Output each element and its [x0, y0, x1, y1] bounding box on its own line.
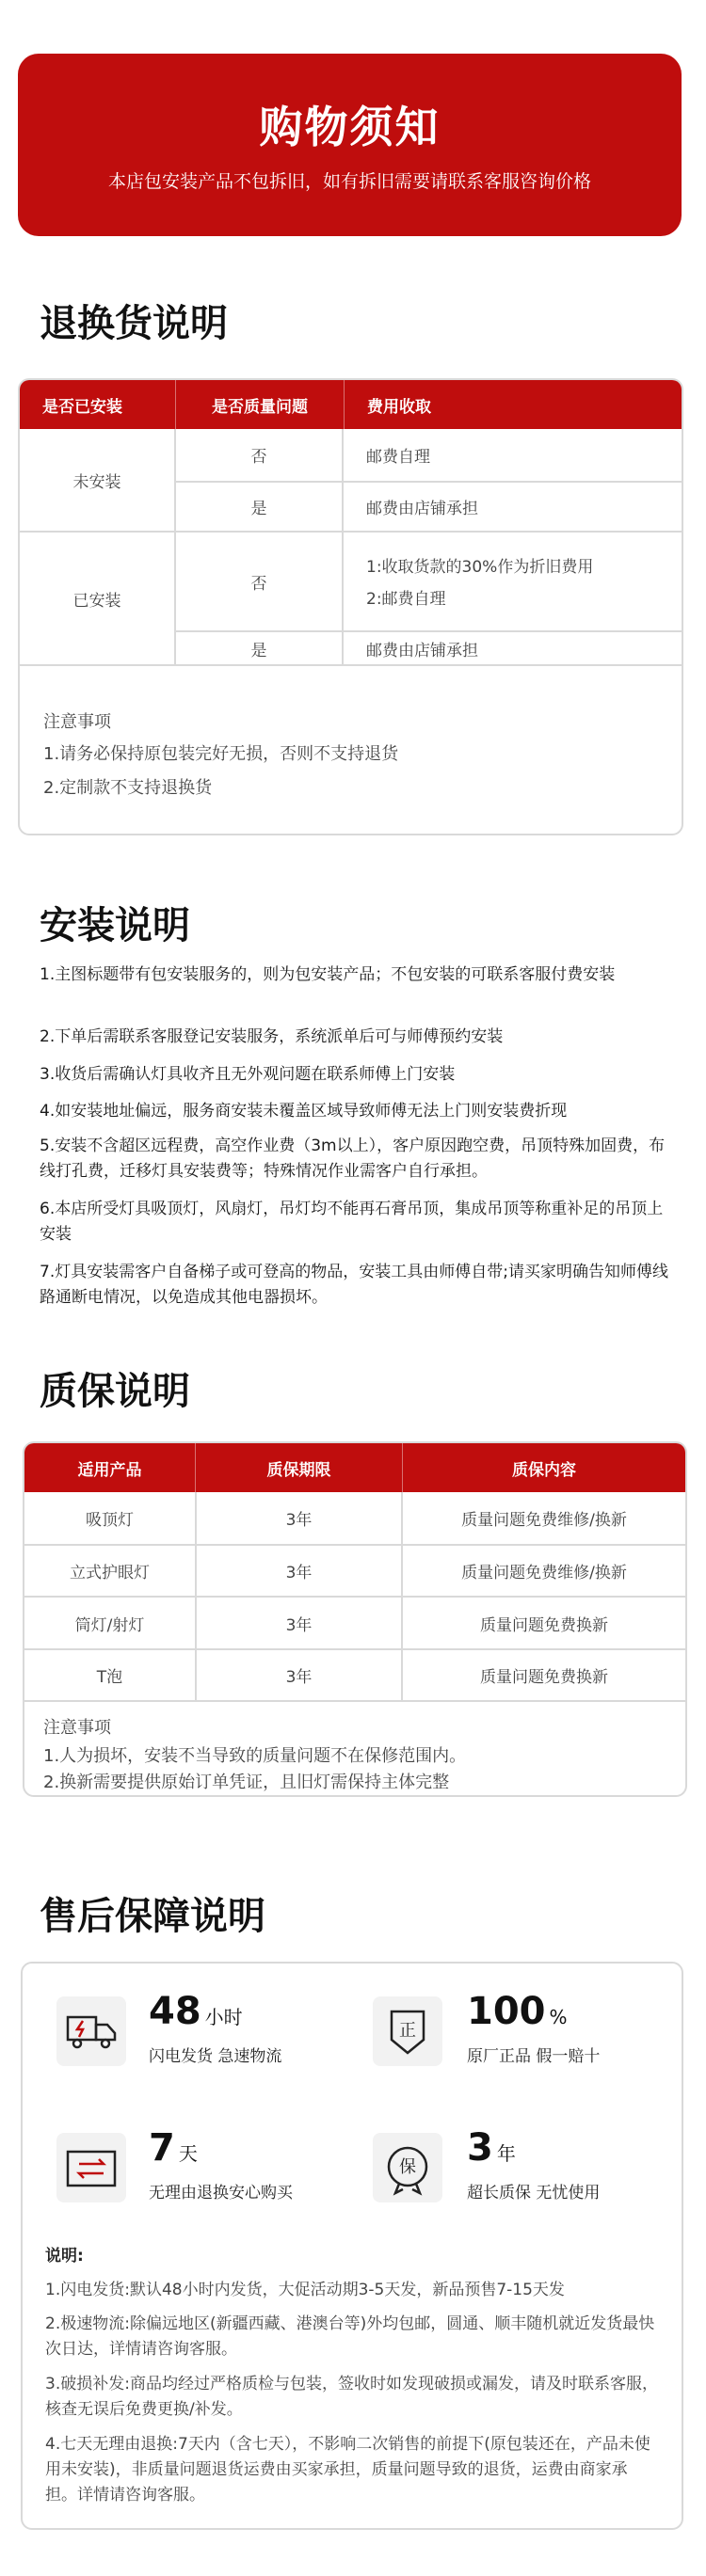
warranty-title: 质保说明: [40, 1370, 190, 1413]
service-desc: 闪电发货 急速物流: [149, 2047, 282, 2066]
genuine-badge-icon: [373, 1996, 442, 2066]
install-item: 3.收货后需确认灯具收齐且无外观问题在联系师傅上门安装: [40, 1065, 456, 1084]
returns-note: 2.定制款不支持退换货: [43, 778, 213, 798]
returns-quality-cell: 是: [250, 641, 267, 660]
warranty-product: T泡: [96, 1668, 123, 1687]
warranty-period: 3年: [285, 1511, 313, 1530]
service-value: 100 %: [467, 1990, 568, 2033]
returns-quality-cell: 否: [250, 574, 267, 594]
warranty-notes-title: 注意事项: [43, 1718, 111, 1738]
returns-installed-yes: 已安装: [72, 591, 121, 611]
aftersales-title: 售后保障说明: [40, 1895, 265, 1938]
notice-banner: [18, 54, 682, 236]
aftersales-explain-item: 4.七天无理由退换:7天内（含七天），不影响二次销售的前提下(原包装还在，产品未使用未安装)，非质量问题退货运费由买家承担，质量问题导致的退货，运费由商家承担。详情请咨询客服。: [45, 2435, 650, 2504]
install-item: 1.主图标题带有包安装服务的，则为包安装产品；不包安装的可联系客服付费安装: [40, 965, 616, 984]
returns-quality-cell: 否: [250, 448, 267, 467]
warranty-product: 吸顶灯: [86, 1511, 134, 1530]
returns-header-quality: 是否质量问题: [176, 380, 345, 429]
returns-fee-cell: 1:收取货款的30%作为折旧费用: [366, 557, 594, 577]
service-desc: 原厂正品 假一赔十: [467, 2047, 601, 2066]
returns-notes-title: 注意事项: [43, 712, 111, 732]
warranty-content: 质量问题免费维修/换新: [461, 1511, 627, 1530]
exchange-box-icon: [56, 2133, 126, 2202]
warranty-shield-icon: [373, 2133, 442, 2202]
warranty-note: 2.换新需要提供原始订单凭证，且旧灯需保持主体完整: [43, 1773, 450, 1792]
returns-card: [18, 378, 683, 835]
warranty-product: 筒灯/射灯: [74, 1615, 145, 1635]
returns-installed-no: 未安装: [72, 472, 121, 492]
svg-text:保: 保: [399, 2157, 416, 2177]
warranty-period: 3年: [285, 1615, 313, 1635]
aftersales-explain-item: 1.闪电发货:默认48小时内发货，大促活动期3-5天发，新品预售7-15天发: [45, 2281, 565, 2299]
returns-title: 退换货说明: [40, 302, 228, 345]
aftersales-explain-title: 说明:: [45, 2247, 84, 2266]
install-item: 6.本店所受灯具吸顶灯，风扇灯，吊灯均不能再石膏吊顶，集成吊顶等称重补足的吊顶上安装: [40, 1200, 664, 1244]
warranty-header-product: 适用产品: [24, 1443, 196, 1492]
warranty-content: 质量问题免费换新: [480, 1668, 608, 1687]
returns-fee-cell: 邮费由店铺承担: [366, 500, 478, 518]
aftersales-card: [21, 1962, 683, 2530]
banner-subtitle: 本店包安装产品不包拆旧，如有拆旧需要请联系客服咨询价格: [107, 171, 591, 192]
service-desc: 无理由退换安心购买: [149, 2184, 293, 2202]
warranty-card: [23, 1441, 687, 1797]
returns-fee-cell: 邮费自理: [366, 448, 430, 467]
banner-title: 购物须知: [259, 102, 441, 152]
warranty-content: 质量问题免费换新: [480, 1615, 608, 1635]
install-title: 安装说明: [40, 904, 190, 947]
service-value: 7 天: [149, 2126, 198, 2170]
returns-fee-cell: 邮费由店铺承担: [366, 641, 478, 660]
install-item: 2.下单后需联系客服登记安装服务，系统派单后可与师傅预约安装: [40, 1027, 504, 1046]
returns-header-installed: 是否已安装: [20, 380, 176, 429]
warranty-content: 质量问题免费维修/换新: [461, 1564, 627, 1582]
warranty-period: 3年: [285, 1668, 313, 1687]
install-item: 5.安装不含超区远程费，高空作业费（3m以上），客户原因跑空费，吊顶特殊加固费，布线打孔费，迁移灯具安装费等；特殊情况作业需客户自行承担。: [40, 1137, 666, 1181]
install-item: 7.灯具安装需客户自备梯子或可登高的物品，安装工具由师傅自带;请买家明确告知师傅线路通断电情况，以免造成其他电器损坏。: [40, 1263, 668, 1307]
service-value: 3 年: [467, 2126, 516, 2170]
returns-note: 1.请务必保持原包装完好无损，否则不支持退货: [43, 744, 399, 764]
service-desc: 超长质保 无忧使用: [467, 2184, 601, 2202]
returns-quality-cell: 是: [250, 500, 267, 518]
delivery-truck-icon: [56, 1996, 126, 2066]
warranty-note: 1.人为损坏，安装不当导致的质量问题不在保修范围内。: [43, 1746, 467, 1766]
warranty-product: 立式护眼灯: [70, 1564, 150, 1582]
warranty-header-period: 质保期限: [196, 1443, 403, 1492]
service-value: 48 小时: [149, 1990, 243, 2033]
aftersales-explain-item: 2.极速物流:除偏远地区(新疆西藏、港澳台等)外均包邮，圆通、顺丰随机就近发货最快次日达，详情请咨询客服。: [45, 2314, 655, 2359]
warranty-header-content: 质保内容: [512, 1460, 576, 1480]
returns-fee-cell: 2:邮费自理: [366, 589, 446, 609]
install-item: 4.如安装地址偏远，服务商安装未覆盖区域导致师傅无法上门则安装费折现: [40, 1102, 568, 1121]
aftersales-explain-item: 3.破损补发:商品均经过严格质检与包装，签收时如发现破损或漏发，请及时联系客服，核查无误后免费更换/补发。: [45, 2375, 658, 2419]
returns-table-header: [20, 380, 682, 429]
warranty-table-header: [24, 1443, 685, 1492]
svg-text:正: 正: [399, 2021, 416, 2041]
returns-header-fee: 费用收取: [367, 397, 431, 417]
warranty-period: 3年: [285, 1564, 313, 1582]
